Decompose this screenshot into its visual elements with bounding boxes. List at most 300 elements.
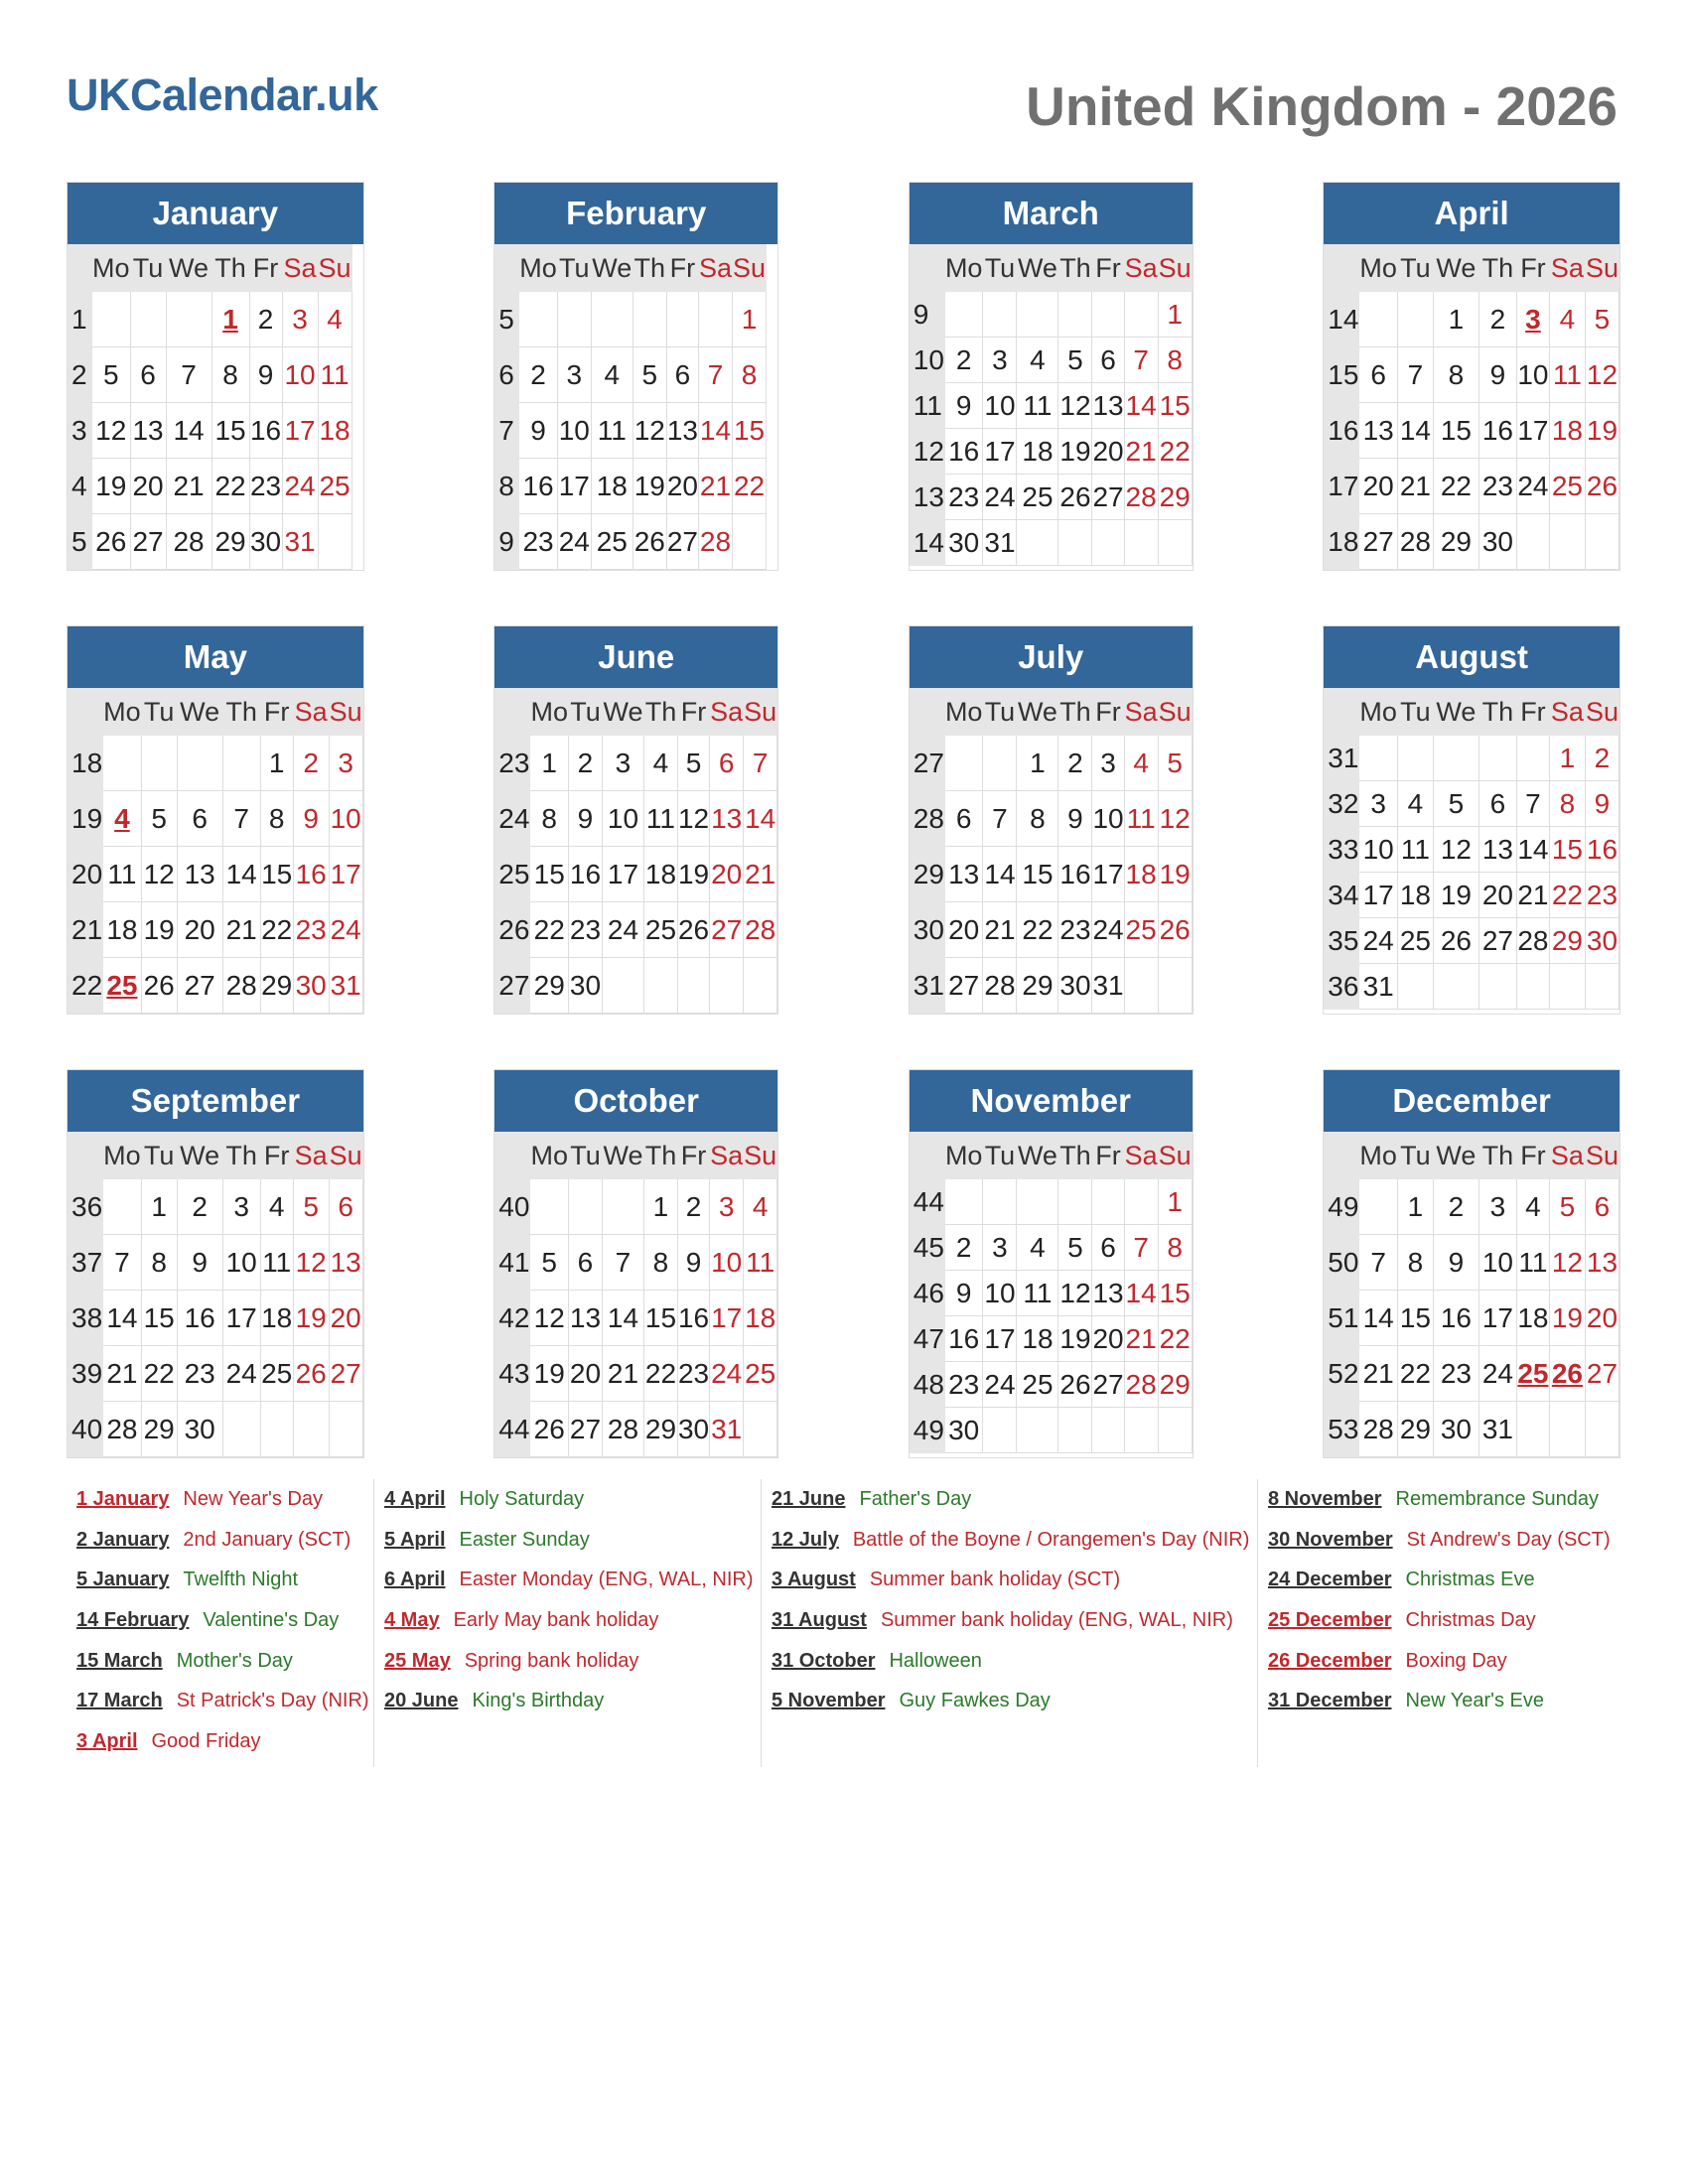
day-cell[interactable]: 16	[249, 403, 282, 459]
day-cell[interactable]: 25	[643, 902, 677, 958]
day-cell[interactable]: 6	[666, 347, 698, 403]
day-cell[interactable]: 15	[643, 1291, 677, 1346]
day-cell[interactable]: 8	[1017, 791, 1058, 847]
day-cell[interactable]: 26	[677, 902, 709, 958]
day-cell[interactable]: 23	[944, 1362, 983, 1408]
day-cell[interactable]: 20	[1585, 1291, 1618, 1346]
day-cell[interactable]: 1	[211, 292, 249, 347]
day-cell[interactable]: 5	[530, 1235, 569, 1291]
day-cell[interactable]: 4	[1017, 338, 1058, 383]
legend-date-link[interactable]: 21 June	[772, 1488, 846, 1510]
day-cell[interactable]: 17	[983, 429, 1017, 475]
legend-date-link[interactable]: 30 November	[1268, 1528, 1393, 1551]
day-cell[interactable]: 24	[983, 1362, 1017, 1408]
day-cell[interactable]: 3	[710, 1179, 744, 1235]
day-cell[interactable]: 21	[1516, 873, 1549, 918]
day-cell[interactable]: 14	[744, 791, 777, 847]
day-cell[interactable]: 6	[568, 1235, 602, 1291]
legend-date-link[interactable]: 14 February	[76, 1609, 190, 1632]
day-cell[interactable]: 18	[318, 403, 352, 459]
day-cell[interactable]: 14	[602, 1291, 643, 1346]
legend-date-link[interactable]: 4 May	[384, 1609, 440, 1632]
legend-date-link[interactable]: 5 January	[76, 1569, 170, 1591]
day-cell[interactable]: 8	[1433, 347, 1478, 403]
day-cell[interactable]: 31	[329, 958, 362, 1014]
day-cell[interactable]: 24	[1516, 459, 1549, 514]
day-cell[interactable]: 13	[1585, 1235, 1618, 1291]
day-cell[interactable]: 2	[249, 292, 282, 347]
day-cell[interactable]: 20	[1478, 873, 1516, 918]
day-cell[interactable]: 24	[329, 902, 362, 958]
day-cell[interactable]: 24	[710, 1346, 744, 1402]
day-cell[interactable]: 5	[1585, 292, 1618, 347]
day-cell[interactable]: 5	[293, 1179, 329, 1235]
day-cell[interactable]: 20	[1359, 459, 1398, 514]
day-cell[interactable]: 6	[944, 791, 983, 847]
day-cell[interactable]: 26	[1058, 1362, 1092, 1408]
day-cell[interactable]: 4	[260, 1179, 293, 1235]
day-cell[interactable]: 3	[1516, 292, 1549, 347]
day-cell[interactable]: 31	[1478, 1402, 1516, 1457]
day-cell[interactable]: 5	[677, 736, 709, 791]
day-cell[interactable]: 12	[633, 403, 666, 459]
day-cell[interactable]: 2	[1058, 736, 1092, 791]
day-cell[interactable]: 4	[318, 292, 352, 347]
day-cell[interactable]: 17	[983, 1316, 1017, 1362]
day-cell[interactable]: 18	[1397, 873, 1433, 918]
day-cell[interactable]: 22	[530, 902, 569, 958]
day-cell[interactable]: 24	[222, 1346, 260, 1402]
day-cell[interactable]: 14	[1124, 383, 1158, 429]
day-cell[interactable]: 29	[1158, 1362, 1192, 1408]
day-cell[interactable]: 13	[1092, 383, 1124, 429]
day-cell[interactable]: 14	[1359, 1291, 1398, 1346]
day-cell[interactable]: 3	[282, 292, 318, 347]
day-cell[interactable]: 20	[568, 1346, 602, 1402]
day-cell[interactable]: 24	[983, 475, 1017, 520]
day-cell[interactable]: 17	[557, 459, 591, 514]
day-cell[interactable]: 30	[568, 958, 602, 1014]
day-cell[interactable]: 10	[1359, 827, 1398, 873]
day-cell[interactable]: 21	[1359, 1346, 1398, 1402]
day-cell[interactable]: 22	[1549, 873, 1585, 918]
day-cell[interactable]: 21	[744, 847, 777, 902]
day-cell[interactable]: 13	[1359, 403, 1398, 459]
day-cell[interactable]: 1	[1158, 1179, 1192, 1225]
day-cell[interactable]: 20	[329, 1291, 362, 1346]
day-cell[interactable]: 10	[1478, 1235, 1516, 1291]
day-cell[interactable]: 10	[557, 403, 591, 459]
day-cell[interactable]: 11	[744, 1235, 777, 1291]
day-cell[interactable]: 21	[1124, 1316, 1158, 1362]
day-cell[interactable]: 25	[1017, 1362, 1058, 1408]
day-cell[interactable]: 3	[1359, 781, 1398, 827]
day-cell[interactable]: 19	[633, 459, 666, 514]
day-cell[interactable]: 6	[1478, 781, 1516, 827]
day-cell[interactable]: 22	[1158, 429, 1192, 475]
day-cell[interactable]: 9	[177, 1235, 222, 1291]
day-cell[interactable]: 12	[530, 1291, 569, 1346]
day-cell[interactable]: 21	[103, 1346, 142, 1402]
day-cell[interactable]: 19	[1585, 403, 1618, 459]
day-cell[interactable]: 7	[602, 1235, 643, 1291]
day-cell[interactable]: 14	[1397, 403, 1433, 459]
day-cell[interactable]: 7	[1124, 338, 1158, 383]
day-cell[interactable]: 15	[1549, 827, 1585, 873]
day-cell[interactable]: 1	[1433, 292, 1478, 347]
day-cell[interactable]: 18	[260, 1291, 293, 1346]
day-cell[interactable]: 25	[744, 1346, 777, 1402]
day-cell[interactable]: 28	[103, 1402, 142, 1457]
legend-date-link[interactable]: 31 December	[1268, 1690, 1392, 1712]
day-cell[interactable]: 22	[141, 1346, 177, 1402]
day-cell[interactable]: 30	[1585, 918, 1618, 964]
day-cell[interactable]: 30	[677, 1402, 709, 1457]
day-cell[interactable]: 5	[1158, 736, 1192, 791]
day-cell[interactable]: 30	[944, 520, 983, 566]
day-cell[interactable]: 11	[1549, 347, 1585, 403]
day-cell[interactable]: 8	[211, 347, 249, 403]
day-cell[interactable]: 15	[141, 1291, 177, 1346]
day-cell[interactable]: 26	[1058, 475, 1092, 520]
day-cell[interactable]: 9	[1058, 791, 1092, 847]
legend-date-link[interactable]: 24 December	[1268, 1569, 1392, 1591]
day-cell[interactable]: 27	[329, 1346, 362, 1402]
day-cell[interactable]: 27	[568, 1402, 602, 1457]
day-cell[interactable]: 13	[177, 847, 222, 902]
day-cell[interactable]: 9	[249, 347, 282, 403]
day-cell[interactable]: 9	[1478, 347, 1516, 403]
day-cell[interactable]: 11	[1516, 1235, 1549, 1291]
day-cell[interactable]: 30	[1478, 514, 1516, 570]
day-cell[interactable]: 18	[1549, 403, 1585, 459]
day-cell[interactable]: 30	[249, 514, 282, 570]
day-cell[interactable]: 29	[1433, 514, 1478, 570]
day-cell[interactable]: 15	[211, 403, 249, 459]
day-cell[interactable]: 15	[1158, 1271, 1192, 1316]
day-cell[interactable]: 19	[141, 902, 177, 958]
day-cell[interactable]: 29	[211, 514, 249, 570]
day-cell[interactable]: 7	[1516, 781, 1549, 827]
day-cell[interactable]: 24	[1359, 918, 1398, 964]
day-cell[interactable]: 16	[944, 429, 983, 475]
day-cell[interactable]: 6	[1092, 338, 1124, 383]
day-cell[interactable]: 21	[222, 902, 260, 958]
day-cell[interactable]: 29	[141, 1402, 177, 1457]
day-cell[interactable]: 25	[1397, 918, 1433, 964]
day-cell[interactable]: 3	[602, 736, 643, 791]
day-cell[interactable]: 7	[1397, 347, 1433, 403]
day-cell[interactable]: 7	[222, 791, 260, 847]
day-cell[interactable]: 7	[1124, 1225, 1158, 1271]
day-cell[interactable]: 28	[983, 958, 1017, 1014]
legend-date-link[interactable]: 5 April	[384, 1528, 446, 1551]
day-cell[interactable]: 15	[733, 403, 767, 459]
day-cell[interactable]: 14	[1516, 827, 1549, 873]
day-cell[interactable]: 16	[519, 459, 558, 514]
day-cell[interactable]: 10	[983, 383, 1017, 429]
day-cell[interactable]: 12	[92, 403, 131, 459]
day-cell[interactable]: 26	[293, 1346, 329, 1402]
day-cell[interactable]: 23	[519, 514, 558, 570]
day-cell[interactable]: 9	[293, 791, 329, 847]
day-cell[interactable]: 4	[591, 347, 633, 403]
legend-date-link[interactable]: 6 April	[384, 1569, 446, 1591]
day-cell[interactable]: 8	[1397, 1235, 1433, 1291]
legend-date-link[interactable]: 15 March	[76, 1649, 163, 1672]
day-cell[interactable]: 2	[944, 338, 983, 383]
day-cell[interactable]: 11	[260, 1235, 293, 1291]
day-cell[interactable]: 28	[602, 1402, 643, 1457]
day-cell[interactable]: 4	[1516, 1179, 1549, 1235]
day-cell[interactable]: 5	[92, 347, 131, 403]
day-cell[interactable]: 15	[1017, 847, 1058, 902]
day-cell[interactable]: 12	[141, 847, 177, 902]
day-cell[interactable]: 26	[1585, 459, 1618, 514]
day-cell[interactable]: 8	[530, 791, 569, 847]
day-cell[interactable]: 22	[260, 902, 293, 958]
day-cell[interactable]: 22	[733, 459, 767, 514]
day-cell[interactable]: 29	[1158, 475, 1192, 520]
day-cell[interactable]: 7	[166, 347, 211, 403]
day-cell[interactable]: 8	[643, 1235, 677, 1291]
legend-date-link[interactable]: 25 May	[384, 1649, 451, 1672]
day-cell[interactable]: 3	[222, 1179, 260, 1235]
day-cell[interactable]: 13	[1478, 827, 1516, 873]
day-cell[interactable]: 30	[177, 1402, 222, 1457]
day-cell[interactable]: 14	[1124, 1271, 1158, 1316]
day-cell[interactable]: 8	[1158, 1225, 1192, 1271]
legend-date-link[interactable]: 5 November	[772, 1690, 886, 1712]
day-cell[interactable]: 24	[1478, 1346, 1516, 1402]
day-cell[interactable]: 18	[1516, 1291, 1549, 1346]
day-cell[interactable]: 1	[1397, 1179, 1433, 1235]
day-cell[interactable]: 23	[293, 902, 329, 958]
legend-date-link[interactable]: 12 July	[772, 1528, 839, 1551]
day-cell[interactable]: 9	[944, 383, 983, 429]
day-cell[interactable]: 19	[1549, 1291, 1585, 1346]
day-cell[interactable]: 18	[1124, 847, 1158, 902]
day-cell[interactable]: 31	[1092, 958, 1124, 1014]
day-cell[interactable]: 21	[698, 459, 732, 514]
day-cell[interactable]: 21	[1397, 459, 1433, 514]
day-cell[interactable]: 9	[677, 1235, 709, 1291]
day-cell[interactable]: 17	[1359, 873, 1398, 918]
day-cell[interactable]: 4	[1017, 1225, 1058, 1271]
day-cell[interactable]: 8	[1549, 781, 1585, 827]
day-cell[interactable]: 10	[983, 1271, 1017, 1316]
day-cell[interactable]: 27	[710, 902, 744, 958]
day-cell[interactable]: 4	[1124, 736, 1158, 791]
day-cell[interactable]: 12	[1058, 1271, 1092, 1316]
day-cell[interactable]: 29	[643, 1402, 677, 1457]
day-cell[interactable]: 7	[1359, 1235, 1398, 1291]
day-cell[interactable]: 2	[944, 1225, 983, 1271]
day-cell[interactable]: 9	[1585, 781, 1618, 827]
day-cell[interactable]: 29	[260, 958, 293, 1014]
day-cell[interactable]: 14	[103, 1291, 142, 1346]
day-cell[interactable]: 6	[177, 791, 222, 847]
day-cell[interactable]: 26	[141, 958, 177, 1014]
day-cell[interactable]: 14	[983, 847, 1017, 902]
day-cell[interactable]: 16	[1478, 403, 1516, 459]
day-cell[interactable]: 9	[568, 791, 602, 847]
day-cell[interactable]: 18	[1017, 429, 1058, 475]
day-cell[interactable]: 20	[666, 459, 698, 514]
day-cell[interactable]: 28	[744, 902, 777, 958]
day-cell[interactable]: 18	[591, 459, 633, 514]
day-cell[interactable]: 22	[1017, 902, 1058, 958]
day-cell[interactable]: 7	[103, 1235, 142, 1291]
day-cell[interactable]: 5	[1058, 338, 1092, 383]
day-cell[interactable]: 17	[222, 1291, 260, 1346]
day-cell[interactable]: 28	[222, 958, 260, 1014]
day-cell[interactable]: 30	[1433, 1402, 1478, 1457]
day-cell[interactable]: 20	[130, 459, 166, 514]
day-cell[interactable]: 22	[643, 1346, 677, 1402]
day-cell[interactable]: 5	[1433, 781, 1478, 827]
day-cell[interactable]: 15	[530, 847, 569, 902]
day-cell[interactable]: 19	[92, 459, 131, 514]
day-cell[interactable]: 3	[557, 347, 591, 403]
day-cell[interactable]: 13	[944, 847, 983, 902]
day-cell[interactable]: 29	[1397, 1402, 1433, 1457]
day-cell[interactable]: 4	[744, 1179, 777, 1235]
day-cell[interactable]: 28	[1397, 514, 1433, 570]
day-cell[interactable]: 27	[1359, 514, 1398, 570]
day-cell[interactable]: 28	[166, 514, 211, 570]
day-cell[interactable]: 10	[1516, 347, 1549, 403]
day-cell[interactable]: 5	[1058, 1225, 1092, 1271]
day-cell[interactable]: 22	[211, 459, 249, 514]
day-cell[interactable]: 3	[983, 338, 1017, 383]
day-cell[interactable]: 24	[1092, 902, 1124, 958]
legend-date-link[interactable]: 25 December	[1268, 1609, 1392, 1632]
day-cell[interactable]: 10	[1092, 791, 1124, 847]
day-cell[interactable]: 9	[519, 403, 558, 459]
day-cell[interactable]: 1	[1158, 292, 1192, 338]
day-cell[interactable]: 4	[1549, 292, 1585, 347]
day-cell[interactable]: 8	[1158, 338, 1192, 383]
day-cell[interactable]: 18	[103, 902, 142, 958]
day-cell[interactable]: 26	[530, 1402, 569, 1457]
day-cell[interactable]: 6	[710, 736, 744, 791]
day-cell[interactable]: 22	[1158, 1316, 1192, 1362]
legend-date-link[interactable]: 31 August	[772, 1609, 867, 1632]
day-cell[interactable]: 3	[983, 1225, 1017, 1271]
day-cell[interactable]: 31	[1359, 964, 1398, 1010]
day-cell[interactable]: 6	[1585, 1179, 1618, 1235]
day-cell[interactable]: 12	[1433, 827, 1478, 873]
day-cell[interactable]: 16	[1058, 847, 1092, 902]
day-cell[interactable]: 11	[591, 403, 633, 459]
day-cell[interactable]: 8	[260, 791, 293, 847]
day-cell[interactable]: 16	[177, 1291, 222, 1346]
day-cell[interactable]: 2	[293, 736, 329, 791]
day-cell[interactable]: 5	[141, 791, 177, 847]
day-cell[interactable]: 18	[1017, 1316, 1058, 1362]
day-cell[interactable]: 17	[1092, 847, 1124, 902]
day-cell[interactable]: 20	[1092, 1316, 1124, 1362]
day-cell[interactable]: 1	[260, 736, 293, 791]
legend-date-link[interactable]: 17 March	[76, 1690, 163, 1712]
day-cell[interactable]: 4	[1397, 781, 1433, 827]
day-cell[interactable]: 22	[1397, 1346, 1433, 1402]
day-cell[interactable]: 25	[591, 514, 633, 570]
legend-date-link[interactable]: 26 December	[1268, 1649, 1392, 1672]
day-cell[interactable]: 5	[633, 347, 666, 403]
day-cell[interactable]: 15	[260, 847, 293, 902]
day-cell[interactable]: 17	[602, 847, 643, 902]
day-cell[interactable]: 12	[1549, 1235, 1585, 1291]
day-cell[interactable]: 20	[177, 902, 222, 958]
day-cell[interactable]: 22	[1433, 459, 1478, 514]
day-cell[interactable]: 24	[282, 459, 318, 514]
day-cell[interactable]: 26	[1549, 1346, 1585, 1402]
day-cell[interactable]: 29	[1549, 918, 1585, 964]
day-cell[interactable]: 30	[944, 1408, 983, 1453]
site-logo[interactable]: UKCalendar.uk	[67, 69, 378, 120]
legend-date-link[interactable]: 3 April	[76, 1730, 138, 1753]
day-cell[interactable]: 31	[983, 520, 1017, 566]
day-cell[interactable]: 4	[103, 791, 142, 847]
day-cell[interactable]: 19	[1058, 429, 1092, 475]
day-cell[interactable]: 17	[329, 847, 362, 902]
day-cell[interactable]: 27	[944, 958, 983, 1014]
day-cell[interactable]: 11	[318, 347, 352, 403]
day-cell[interactable]: 19	[677, 847, 709, 902]
day-cell[interactable]: 10	[282, 347, 318, 403]
day-cell[interactable]: 24	[557, 514, 591, 570]
day-cell[interactable]: 1	[530, 736, 569, 791]
day-cell[interactable]: 13	[666, 403, 698, 459]
day-cell[interactable]: 26	[633, 514, 666, 570]
day-cell[interactable]: 23	[1058, 902, 1092, 958]
day-cell[interactable]: 3	[1478, 1179, 1516, 1235]
day-cell[interactable]: 11	[643, 791, 677, 847]
legend-date-link[interactable]: 31 October	[772, 1649, 876, 1672]
day-cell[interactable]: 27	[130, 514, 166, 570]
day-cell[interactable]: 13	[568, 1291, 602, 1346]
day-cell[interactable]: 16	[568, 847, 602, 902]
day-cell[interactable]: 25	[260, 1346, 293, 1402]
day-cell[interactable]: 27	[1585, 1346, 1618, 1402]
day-cell[interactable]: 17	[1478, 1291, 1516, 1346]
day-cell[interactable]: 21	[983, 902, 1017, 958]
day-cell[interactable]: 25	[1124, 902, 1158, 958]
day-cell[interactable]: 16	[293, 847, 329, 902]
day-cell[interactable]: 12	[1585, 347, 1618, 403]
day-cell[interactable]: 28	[1359, 1402, 1398, 1457]
day-cell[interactable]: 27	[1092, 475, 1124, 520]
day-cell[interactable]: 19	[530, 1346, 569, 1402]
day-cell[interactable]: 18	[744, 1291, 777, 1346]
day-cell[interactable]: 1	[733, 292, 767, 347]
day-cell[interactable]: 25	[1516, 1346, 1549, 1402]
day-cell[interactable]: 25	[1017, 475, 1058, 520]
day-cell[interactable]: 21	[602, 1346, 643, 1402]
day-cell[interactable]: 19	[1433, 873, 1478, 918]
day-cell[interactable]: 25	[103, 958, 142, 1014]
day-cell[interactable]: 30	[293, 958, 329, 1014]
day-cell[interactable]: 25	[318, 459, 352, 514]
day-cell[interactable]: 23	[568, 902, 602, 958]
day-cell[interactable]: 17	[282, 403, 318, 459]
day-cell[interactable]: 27	[1092, 1362, 1124, 1408]
day-cell[interactable]: 21	[166, 459, 211, 514]
day-cell[interactable]: 3	[329, 736, 362, 791]
day-cell[interactable]: 10	[602, 791, 643, 847]
